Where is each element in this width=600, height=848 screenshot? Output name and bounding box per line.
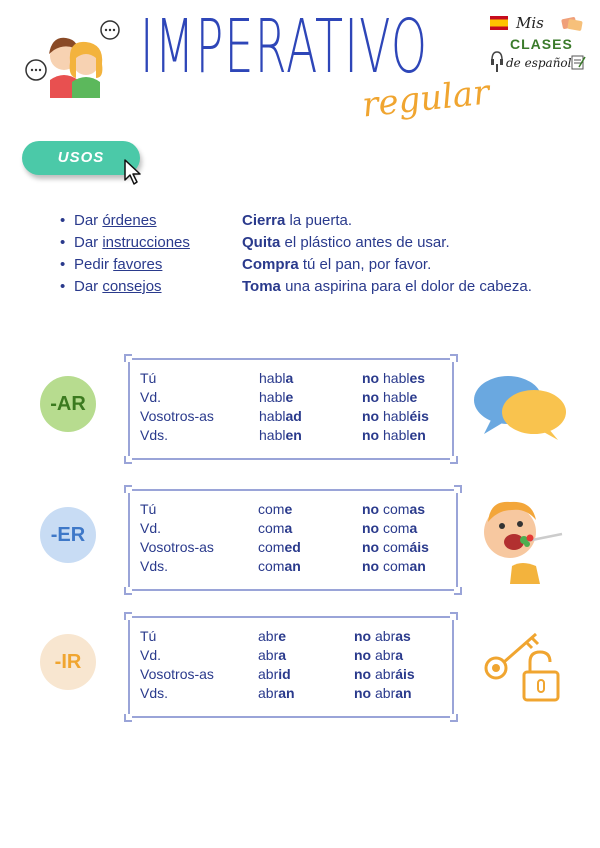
list-item: • Dar consejos Toma una aspirina para el dolor de cabeza. [60,278,532,295]
affirmative-form [258,558,301,574]
page-subtitle: regular [360,72,492,126]
list-item: • Dar órdenes Cierra la puerta. [60,212,353,229]
verb-ending: es [409,370,426,386]
verb-stem: abr [371,685,396,701]
example-verb: Toma [242,278,281,295]
verb-stem: abr [258,666,279,682]
negation-word: no [354,628,372,644]
box-corner [450,714,458,722]
verb-ending: e [278,628,287,644]
verb-stem: abr [258,685,279,701]
person-label: Vds. [140,558,169,574]
person-label: Vd. [140,647,162,663]
boy-eating-icon [480,494,570,584]
box-corner [124,612,132,620]
verb-stem: com [258,501,285,517]
verb-stem: habl [379,427,410,443]
box-corner [124,354,132,362]
verb-stem: abr [371,666,396,682]
negative-form [354,685,412,701]
negative-form [354,647,403,663]
verb-ending: as [395,628,411,644]
key-padlock-icon [478,624,568,704]
verb-ending: an [278,685,295,701]
negation-word: no [362,539,380,555]
verb-stem: habl [379,408,410,424]
verb-stem: com [258,558,285,574]
verb-ending: an [395,685,412,701]
verb-stem: com [379,520,410,536]
example-verb: Quita [242,234,281,251]
affirmative-form [258,628,286,644]
use-noun: órdenes [102,212,157,229]
verb-ending: a [284,520,293,536]
affirmative-form [258,501,292,517]
affirmative-form [258,520,292,536]
affirmative-form [259,427,302,443]
negative-form [362,427,426,443]
mis-clases-logo [488,12,588,76]
negative-form [362,539,429,555]
verb-ending: id [278,666,291,682]
verb-stem: com [379,539,410,555]
negation-word: no [354,685,372,701]
verb-stem: com [258,520,285,536]
ending-badge-1: -ER [40,507,96,563]
person-label: Vd. [140,520,162,536]
verb-stem: com [258,539,285,555]
box-corner [450,456,458,464]
person-label: Vosotros-as [140,539,214,555]
verb-stem: habl [379,370,410,386]
verb-ending: a [409,520,418,536]
verb-ending: a [278,647,287,663]
list-item: • Dar instrucciones Quita el plástico antes de usar. [60,234,450,251]
affirmative-form [258,539,301,555]
verb-ending: áis [409,539,429,555]
affirmative-form [258,685,295,701]
affirmative-form [259,389,293,405]
ending-badge-2: -IR [40,634,96,690]
ending-badge-0: -AR [40,376,96,432]
person-label: Vosotros-as [140,666,214,682]
affirmative-form [259,370,293,386]
teacher-students-icon [24,18,124,98]
verb-stem: abr [258,628,279,644]
box-corner [124,456,132,464]
person-label: Vds. [140,427,169,443]
negation-word: no [354,647,372,663]
verb-stem: abr [371,647,396,663]
negation-word: no [362,501,380,517]
negation-word: no [362,558,380,574]
person-label: Tú [140,501,157,517]
negation-word: no [362,408,380,424]
box-corner [124,714,132,722]
logo-clases: CLASES [510,36,573,52]
speech-bubbles-icon [470,372,570,442]
verb-ending: e [285,389,294,405]
logo-mis: Mis [516,14,544,32]
verb-ending: e [409,389,418,405]
verb-ending: ed [284,539,301,555]
negative-form [362,520,417,536]
verb-stem: habl [259,427,286,443]
uses-list [60,212,580,300]
spain-flag-icon [490,16,508,30]
box-corner [454,485,462,493]
verb-stem: abr [258,647,279,663]
negation-word: no [362,427,380,443]
affirmative-form [258,647,286,663]
headphones-icon [490,50,504,72]
affirmative-form [259,408,302,424]
negation-word: no [362,389,380,405]
person-label: Vosotros-as [140,408,214,424]
negative-form [362,558,426,574]
affirmative-form [258,666,291,682]
verb-ending: en [285,427,302,443]
negative-form [362,501,425,517]
box-corner [450,354,458,362]
example-verb: Compra [242,256,299,273]
page-title: IMPERATIVO [140,4,429,90]
verb-stem: com [379,501,410,517]
example-verb: Cierra [242,212,286,229]
box-corner [454,587,462,595]
verb-ending: áis [395,666,415,682]
negation-word: no [362,520,380,536]
negative-form [354,628,411,644]
verb-stem: abr [371,628,396,644]
use-noun: instrucciones [102,234,190,251]
person-label: Vd. [140,389,162,405]
use-noun: favores [113,256,163,273]
negation-word: no [362,370,380,386]
verb-ending: en [409,427,426,443]
person-label: Vds. [140,685,169,701]
usos-button[interactable]: USOS [22,141,140,175]
list-item: • Pedir favores Compra tú el pan, por favor. [60,256,432,273]
person-label: Tú [140,370,157,386]
verb-stem: habl [379,389,410,405]
verb-ending: ad [285,408,302,424]
verb-stem: com [379,558,410,574]
negation-word: no [354,666,372,682]
box-corner [124,485,132,493]
verb-stem: habl [259,389,286,405]
negative-form [362,370,425,386]
person-label: Tú [140,628,157,644]
notepad-icon [570,54,586,70]
verb-ending: a [285,370,294,386]
verb-ending: an [284,558,301,574]
verb-ending: an [409,558,426,574]
verb-ending: éis [409,408,429,424]
box-corner [124,587,132,595]
box-corner [450,612,458,620]
logo-de-espanol: de español [506,56,572,70]
negative-form [362,408,429,424]
negative-form [362,389,417,405]
verb-stem: habl [259,370,286,386]
verb-ending: e [284,501,293,517]
verb-ending: a [395,647,404,663]
cards-icon [560,16,584,32]
verb-ending: as [409,501,426,517]
cursor-arrow-icon [122,158,144,186]
negative-form [354,666,415,682]
use-noun: consejos [102,278,162,295]
verb-stem: habl [259,408,286,424]
